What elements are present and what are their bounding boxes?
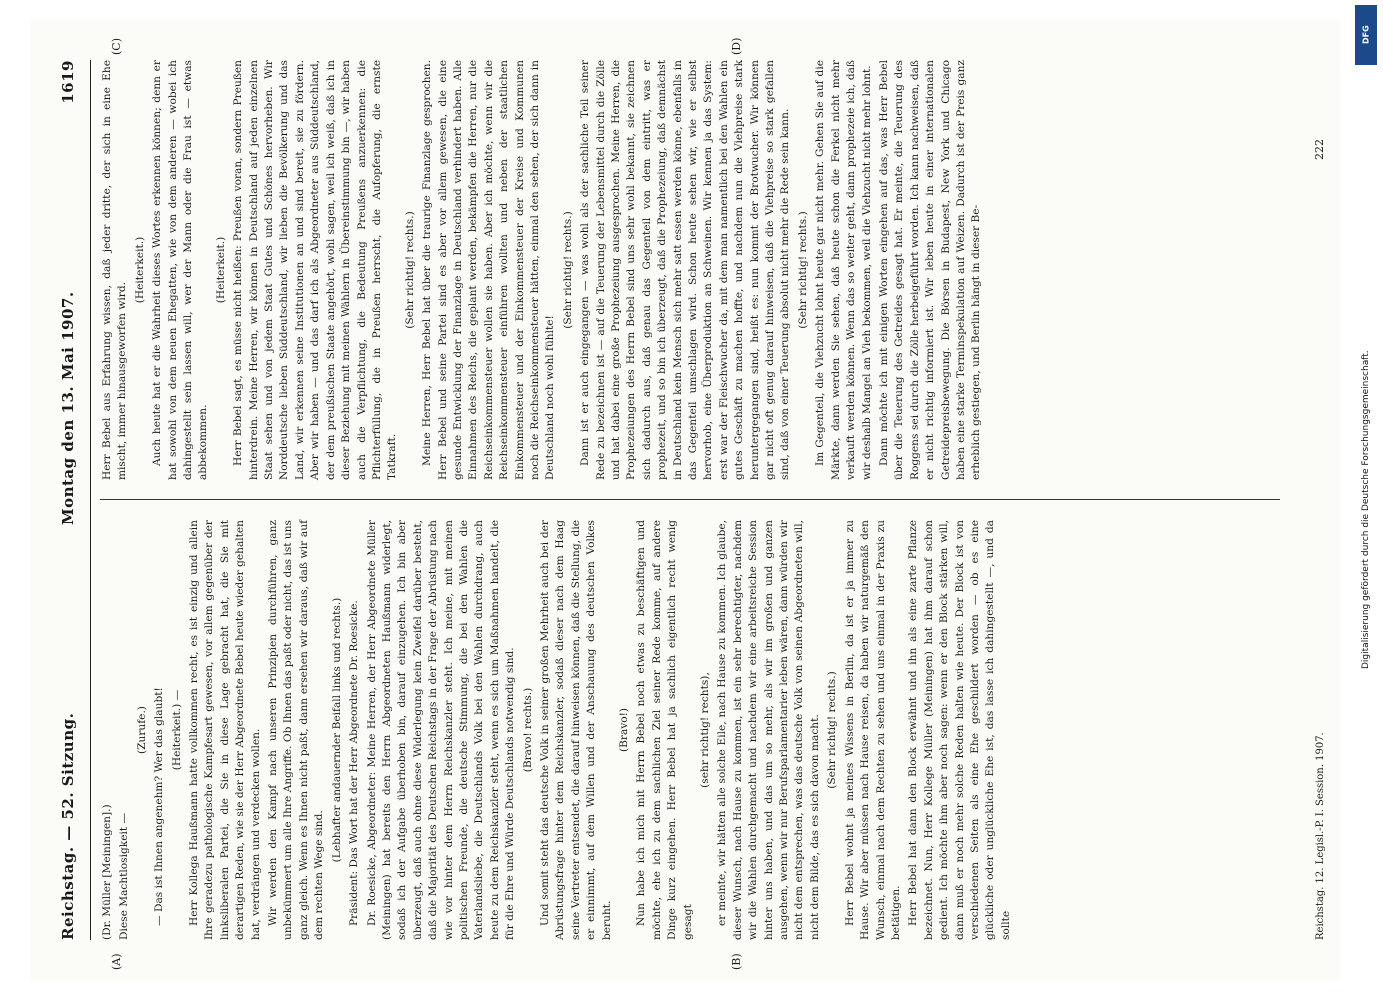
paragraph: (Sehr richtig! rechts.)	[403, 211, 416, 329]
rotated-page	[30, 20, 1340, 980]
paragraph: (sehr richtig! rechts),	[699, 672, 712, 788]
paragraph: Im Gegenteil, die Viehzucht lohnt heute gar nicht mehr. Gehen Sie auf die Märkte, dann werden Sie sehen, daß heute schon die Ferkel nicht mehr verkauft werden können. Wenn das so weiter geht, dann prophezeie ich, daß wir deshalb Mangel an Vieh bekommen, weil die Viehzucht nicht mehr lohnt.	[814, 60, 873, 480]
right-text-column	[100, 60, 1300, 480]
paragraph: Herr Kollega Haußmann hatte vollkommen recht, es ist einzig und allein Ihre geradezu pathologische Kampfesart gewesen, vor allem gegenüber der linksliberalen Partei, die Sie in diese Lage gebracht hat, die Sie mit derartigen Reden, wie sie der Herr Abgeordnete Bebel heute wieder gehalten hat, verdrängen und verdecken wollen.	[188, 520, 262, 940]
paragraph: Herr Bebel sagt, es müsse nicht heißen: Preußen voran, sondern Preußen hinterdrein. Meine Herren, wir können in Deutschland auf jeden einzelnen Staat sehen und von jedem Staat Gutes und Schönes hervorheben. Wir Norddeutsche lieben Süddeutschland, wir lieben die Bevölkerung und das Land, wir erkennen seine Institutionen an und sind bereit, sie zu fördern. Aber wir haben — und das darf ich als Abgeordneter aus Süddeutschland, der dem preußischen Staate angehört, wohl sagen, weil ich weiß, daß ich in dieser Beziehung mit meinen Wählern in Übereinstimmung bin —, wir haben auch die Verpflichtung, die Bedeutung Preußens anzuerkennen: die Pflichterfüllung, die in Preußen herrscht, die Aufopferung, die ernste Tatkraft.	[232, 60, 399, 480]
paragraph: Dann möchte ich mit einigen Worten eingehen auf das, was Herr Bebel über die Teuerung des Getreides gesagt hat. Er meinte, die Teuerung des Roggens sei durch die Zölle herbeigeführt worden. Ich kann nachweisen, daß er nicht richtig informiert ist. Wir leben heute in einer internationalen Getreidepreisbewegung. Die Börsen in Budapest, New York und Chicago haben eine starke Terminspekulation auf Weizen. Dadurch ist der Preis ganz erheblich gestiegen, und Berlin hängt in dieser Be-	[877, 60, 983, 480]
paragraph: Meine Herren, Herr Bebel hat über die traurige Finanzlage gesprochen. Herr Bebel und seine Partei sind es aber vor allem gewesen, die eine gesunde Entwicklung der Finanzlage in Deutschland verhindert haben. Alle Einnahmen des Reichs, die geplant werden, bekämpfen die Herren, nur die Reichseinkommensteuer wollen sie haben. Aber ich möchte, wenn wir die Reichseinkommensteuer einführen wollten und neben der staatlichen Einkommensteuer und der Einkommensteuer der Kreise und Kommunen noch die Reichseinkommensteuer hätten, einmal den sehen, der sich dann in Deutschland noch wohl fühlte!	[421, 60, 557, 480]
header-rule	[90, 60, 91, 940]
paragraph: (Heiterkeit.) —	[170, 689, 183, 771]
page-footer: Reichstag. 12. Legisl.-P. I. Session. 1907.	[1315, 732, 1326, 940]
margin-marker-b: (B)	[730, 953, 743, 970]
paragraph: Nun habe ich mich mit Herrn Bebel noch etwas zu beschäftigen und möchte, ehe ich zu dem sachlichen Ziel seiner Rede komme, auf andere Dinge kurz eingehen. Herr Bebel hat ja sachlich eigentlich recht wenig gesagt	[635, 520, 694, 940]
page-header	[50, 60, 86, 940]
paragraph: (Bravo! rechts.)	[521, 687, 534, 773]
left-text-column	[100, 520, 1300, 940]
paragraph: (Zurufe.)	[135, 706, 148, 754]
digitization-credit: Digitalisierung gefördert durch die Deutsche Forschungsgemeinschaft.	[1361, 350, 1371, 670]
paragraph: — Das ist Ihnen angenehm? Wer das glaubt!	[153, 687, 166, 926]
paragraph: Dann ist er auch eingegangen — was wohl als der sachliche Teil seiner Rede zu bezeichnen ist — auf die Teuerung der Lebensmittel durch die Zölle und hat dabei eine große Prophezeiung ausgesprochen. Meine Herren, die Prophezeiungen des Herrn Bebel sind uns sehr wohl bekannt, sie zeichnen sich dadurch aus, daß genau das Gegenteil von dem eintritt, was er prophezeit, und so bin ich überzeugt, daß die Prophezeiung, daß demnächst in Deutschland kein Mensch sich mehr satt essen werden könne, ebenfalls in das Gegenteil umschlagen wird. Schon heute sehen wir, wie er selbst hervorhob, eine Überproduktion an Schweinen. Wir kennen ja das System: erst war der Fleischwucher da, mit dem man namentlich bei den Wahlen ein gutes Geschäft zu machen hoffte, und nachdem nun die Viehpreise stark heruntergegangen sind, heißt es: nun kommt der Brotwucher. Wir können gar nicht oft genug darauf hinweisen, daß die Viehpreise so stark gefallen sind, daß von einer Teuerung absolut nicht mehr die Rede sein kann.	[579, 60, 792, 480]
header-date: Montag den 13. Mai 1907.	[59, 291, 77, 526]
margin-marker-c: (C)	[110, 38, 123, 55]
scanned-page	[30, 20, 1340, 980]
paragraph: (Dr. Müller [Meiningen].)	[101, 804, 113, 940]
paragraph: er meinte, wir hätten alle solche Eile, nach Hause zu kommen. Ich glaube, dieser Wunsch, nach Hause zu kommen, ist ein sehr berechtigter, nachdem wir die Wahlen durchgemacht und nachdem wir eine arbeitsreiche Session hinter uns haben, und das um so mehr, als wir im großen und ganzen ausgehen, wenn wir nur Berufsparlamentarier leben wären, dann würden wir nicht dem entsprechen, was das deutsche Volk von seinen Abgeordneten will, nicht dem Bilde, das es sich davon macht.	[716, 520, 821, 940]
paragraph: Herr Bebel hat dann den Block erwähnt und ihn als eine zarte Pflanze bezeichnet. Nun, Herr Kollege Müller (Meiningen) hat ihm darauf schon gedient. Ich möchte ihm aber noch sagen: wenn er den Block stärken will, dann muß er noch mehr solche Reden halten wie heute. Der Block ist von verschiedenen Seiten als eine Ehe geschildert worden — ob es eine glückliche oder unglückliche Ehe ist, das lasse ich dahingestellt —, und da sollte	[907, 520, 1012, 940]
page-number: 1619	[59, 60, 77, 104]
paragraph: Wir werden den Kampf nach unseren Prinzipien durchführen, ganz unbekümmert um alle Ihre Angriffe. Ob Ihnen das paßt oder nicht, das ist uns ganz gleich. Wenn es Ihnen nicht paßt, dann ersehen wir daraus, daß wir auf dem rechten Wege sind.	[267, 520, 326, 940]
header-left: Reichstag. — 52. Sitzung.	[59, 712, 77, 940]
paragraph: Und somit steht das deutsche Volk in seiner großen Mehrheit auch bei der Abrüstungsfrage hinter dem Reichskanzler, sodaß dieser nach dem Haag seine Vertreter entsendet, die darauf hinweisen können, daß die Stellung, die er einnimmt, auf dem Willen und der Anschauung des deutschen Volkes beruht.	[538, 520, 613, 940]
column-divider	[100, 499, 1280, 500]
paragraph: Herr Bebel wohnt ja meines Wissens in Berlin, da ist er ja immer zu Hause. Wir aber müssen nach Hause reisen, da haben wir naturgemäß den Wunsch, einmal nach dem Rechten zu sehen und uns einmal in der Praxis zu betätigen.	[843, 520, 902, 940]
paragraph: (Heiterkeit.)	[133, 236, 146, 304]
page-signature: 222	[1313, 139, 1326, 160]
paragraph: Präsident: Das Wort hat der Herr Abgeordnete Dr. Roesicke.	[348, 600, 361, 926]
paragraph: Dr. Roesicke, Abgeordneter: Meine Herren, der Herr Abgeordnete Müller (Meiningen) hat bereits den Herrn Abgeordneten Haußmann widerlegt, sodaß ich der Aufgabe überhoben bin, darauf einzugehen. Ich bin aber überzeugt, daß auch ohne diese Widerlegung kein Zweifel darüber besteht, daß die Majorität des Deutschen Reichstags in der Frage der Abrüstung nach wie vor hinter dem Herrn Reichskanzler steht. Ich meine, mit meinen politischen Freunde, die deutsche Stimmung, die bei den Wahlen die Vaterlandsliebe, die Deutschlands Volk bei den Wahlen durchdrang, auch heute zu dem Reichskanzler steht, wenn es sich um Maßnahmen handelt, die für die Ehre und Würde Deutschlands notwendig sind.	[365, 520, 517, 940]
paragraph: (Sehr richtig! rechts.)	[796, 211, 809, 329]
paragraph: (Sehr richtig! rechts.)	[826, 671, 839, 789]
paragraph: (Lebhafter andauernder Beifall links und rechts.)	[330, 597, 343, 863]
paragraph: (Heiterkeit.)	[214, 236, 227, 304]
margin-marker-d: (D)	[730, 37, 743, 55]
paragraph: Diese Machtlosigkeit —	[118, 812, 131, 940]
margin-marker-a: (A)	[110, 953, 123, 970]
paragraph: Herr Bebel aus Erfahrung wissen, daß jeder dritte, der sich in eine Ehe mischt, immer hinausgeworfen wird.	[101, 60, 129, 480]
paragraph: (Bravo!)	[618, 707, 630, 753]
paragraph: (Sehr richtig! rechts.)	[561, 211, 574, 329]
dfg-logo: DFG	[1355, 5, 1377, 65]
paragraph: Auch heute hat er die Wahrheit dieses Wortes erkennen können; denn er hat sowohl von dem neuen Ehegatten, wie von dem anderen — wobei ich dahingestellt sein lassen will, wer der Mann oder die Frau ist — etwas abbekommen.	[151, 60, 210, 480]
